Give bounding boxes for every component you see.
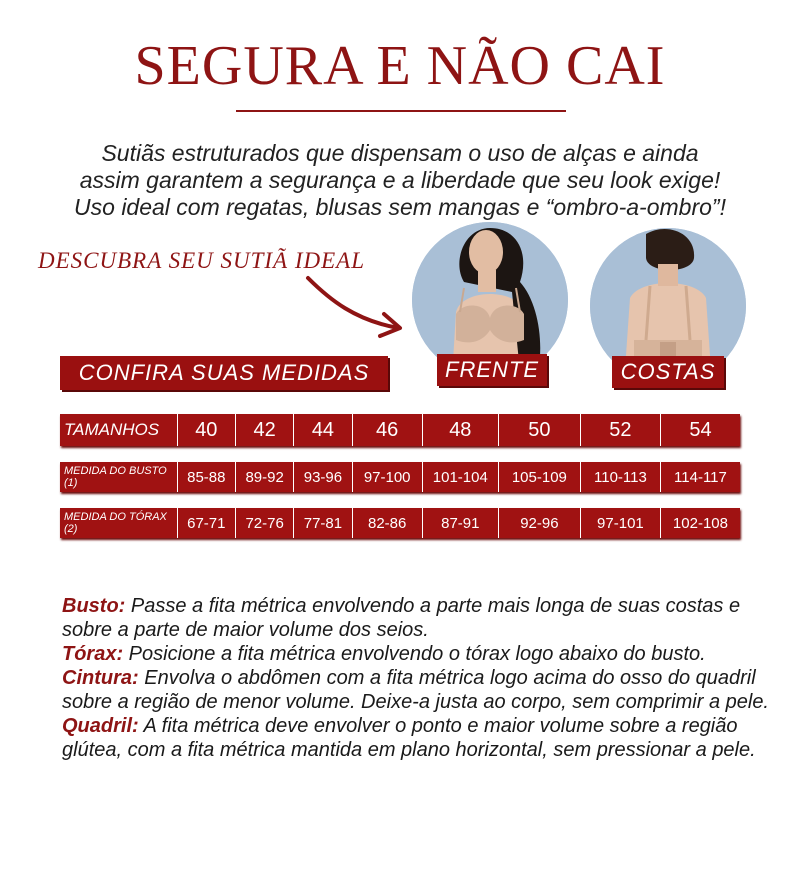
- table-cell: 101-104: [422, 462, 498, 492]
- instruction-busto: [62, 594, 782, 642]
- table-cell: 89-92: [235, 462, 293, 492]
- table-row-sizes: [60, 414, 740, 446]
- table-cell: 97-101: [580, 508, 660, 538]
- instruction-term: Cintura:: [62, 667, 139, 689]
- table-cell: 46: [352, 414, 422, 446]
- page-title: SEGURA E NÃO CAI: [134, 35, 666, 97]
- table-cell: 42: [235, 414, 293, 446]
- table-cell: 48: [422, 414, 498, 446]
- intro-text: [0, 140, 800, 221]
- table-cell: 52: [580, 414, 660, 446]
- table-row-header: TAMANHOS: [64, 420, 160, 439]
- instruction-term: Tórax:: [62, 643, 124, 665]
- title-divider: [236, 110, 566, 112]
- table-cell: 67-71: [177, 508, 235, 538]
- instruction-text: A fita métrica deve envolver o ponto e maior volume sobre a região glútea, com a fita métrica mantida em plano horizontal, sem pressionar a pele.: [62, 715, 756, 761]
- table-cell: 105-109: [498, 462, 580, 492]
- table-row-thorax: [60, 508, 740, 538]
- table-cell: 85-88: [177, 462, 235, 492]
- measurement-instructions: [62, 594, 782, 762]
- table-cell: 82-86: [352, 508, 422, 538]
- table-row-header: MEDIDA DO TÓRAX (2): [64, 511, 167, 535]
- intro-line-2: assim garantem a segurança e a liberdade que seu look exige!: [79, 167, 721, 193]
- instruction-text: Envolva o abdômen com a fita métrica logo acima do osso do quadril sobre a região de menor volume. Deixe-a justa ao corpo, sem comprimir a pele.: [62, 667, 769, 713]
- intro-line-1: Sutiãs estruturados que dispensam o uso de alças e ainda: [101, 140, 699, 166]
- table-cell: 110-113: [580, 462, 660, 492]
- intro-line-3: Uso ideal com regatas, blusas sem mangas e “ombro-a-ombro”!: [74, 194, 726, 220]
- table-cell: 50: [498, 414, 580, 446]
- instruction-text: Passe a fita métrica envolvendo a parte mais longa de suas costas e sobre a parte de maior volume dos seios.: [62, 595, 741, 641]
- measurements-heading: CONFIRA SUAS MEDIDAS: [60, 356, 388, 390]
- table-cell: 97-100: [352, 462, 422, 492]
- table-cell: 54: [660, 414, 740, 446]
- instruction-torax: [62, 642, 782, 666]
- table-cell: 102-108: [660, 508, 740, 538]
- table-cell: 92-96: [498, 508, 580, 538]
- table-cell: 114-117: [660, 462, 740, 492]
- table-cell: 44: [293, 414, 351, 446]
- discover-heading: DESCUBRA SEU SUTIÃ IDEAL: [38, 248, 366, 273]
- table-row-bust: [60, 462, 740, 492]
- arrow-icon: [300, 270, 410, 340]
- table-cell: 72-76: [235, 508, 293, 538]
- back-label: COSTAS: [612, 356, 724, 388]
- instruction-quadril: [62, 714, 782, 762]
- instruction-term: Busto:: [62, 595, 126, 617]
- instruction-text: Posicione a fita métrica envolvendo o tórax logo abaixo do busto.: [123, 643, 706, 665]
- table-cell: 77-81: [293, 508, 351, 538]
- instruction-term: Quadril:: [62, 715, 139, 737]
- table-cell: 40: [177, 414, 235, 446]
- instruction-cintura: [62, 666, 782, 714]
- table-cell: 87-91: [422, 508, 498, 538]
- front-label: FRENTE: [437, 354, 547, 386]
- table-cell: 93-96: [293, 462, 351, 492]
- table-row-header: MEDIDA DO BUSTO (1): [64, 465, 167, 489]
